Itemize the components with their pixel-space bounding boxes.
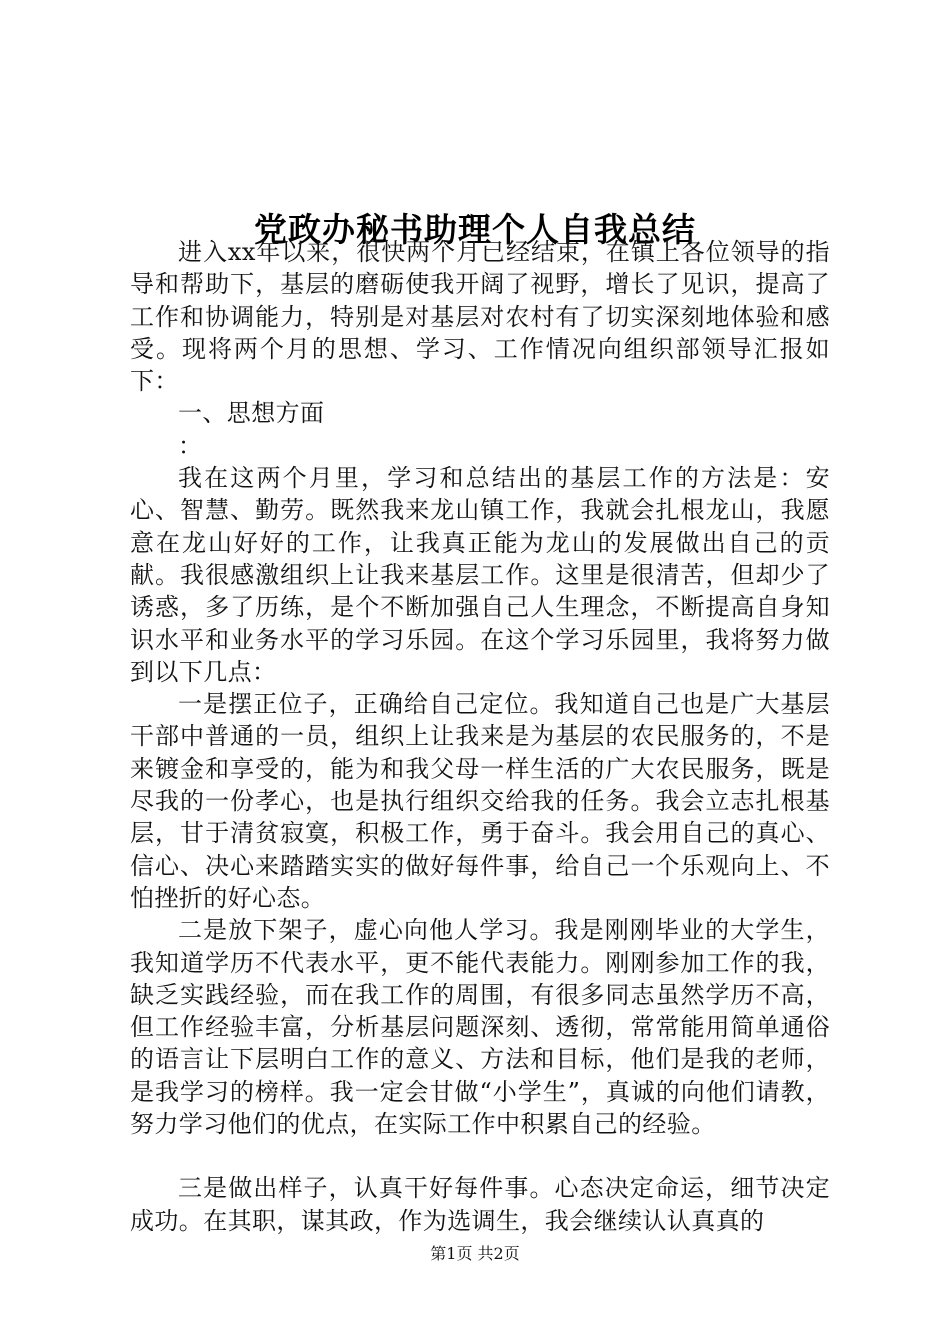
- page-footer: 第1页 共2页: [430, 1244, 520, 1263]
- section-heading-thought: 一、思想方面: [178, 399, 325, 428]
- document-title: 党政办秘书助理个人自我总结: [254, 210, 696, 250]
- paragraph-point-one: 一是摆正位子，正确给自己定位。我知道自己也是广大基层干部中普通的一员，组织上让我来是为基层的农民服务的，不是来镀金和享受的，能为和我父母一样生活的广大农民服务，既是尽我的一份孝心，也是执行组织交给我的任务。我会立志扎根基层，甘于清贫寂寞，积极工作，勇于奋斗。我会用自己的真心、信心、决心来踏踏实实的做好每件事，给自己一个乐观向上、不怕挫折的好心态。: [130, 690, 830, 912]
- paragraph-methods: 我在这两个月里，学习和总结出的基层工作的方法是：安心、智慧、勤劳。既然我来龙山镇工作，我就会扎根龙山，我愿意在龙山好好的工作，让我真正能为龙山的发展做出自己的贡献。我很感激组织上让我来基层工作。这里是很清苦，但却少了诱惑，多了历练，是个不断加强自己人生理念，不断提高自身知识水平和业务水平的学习乐园。在这个学习乐园里，我将努力做到以下几点：: [130, 464, 830, 686]
- document-body: [130, 236, 830, 1237]
- paragraph-colon: ：: [178, 431, 203, 460]
- paragraph-point-two: 二是放下架子，虚心向他人学习。我是刚刚毕业的大学生，我知道学历不代表水平，更不能代表能力。刚刚参加工作的我，缺乏实践经验，而在我工作的周围，有很多同志虽然学历不高，但工作经验丰富，分析基层问题深刻、透彻，常常能用简单通俗的语言让下层明白工作的意义、方法和目标，他们是我的老师，是我学习的榜样。我一定会甘做“小学生”，真诚的向他们请教，努力学习他们的优点，在实际工作中积累自己的经验。: [130, 916, 830, 1139]
- paragraph-point-three: 三是做出样子，认真干好每件事。心态决定命运，细节决定成功。在其职，谋其政，作为选调生，我会继续认认真真的: [130, 1174, 830, 1235]
- paragraph-intro: 进入xx年以来，很快两个月已经结束，在镇上各位领导的指导和帮助下，基层的磨砺使我开阔了视野，增长了见识，提高了工作和协调能力，特别是对基层对农村有了切实深刻地体验和感受。现将两个月的思想、学习、工作情况向组织部领导汇报如下：: [130, 238, 830, 396]
